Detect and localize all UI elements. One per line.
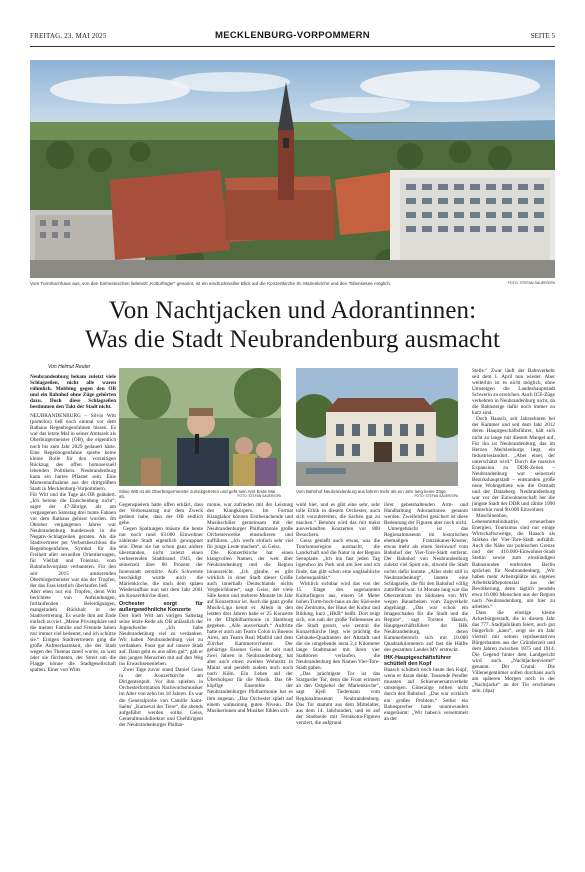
photo-witt-caption	[119, 489, 281, 499]
paragraph-4: Gegenspielern hatte offen erklärt, dass der Verbotsantrag nur dem Zweck gedient habe, dass der OB endlich gehe.	[119, 502, 203, 527]
subheading-orchester: Orchester sorgt für außergewöhnliche Konzerte	[119, 600, 203, 613]
photo-bahnhof-caption	[296, 489, 458, 499]
paragraph-7: Zwei Tage zuvor stand Daniel Geiss in der Konzertkirche am Dirigentenpult. Vor ihm spielten in Orchesterformation Nachwuchsmusiker im Alter von zehn bis 18 Jahren. Es war die Generalprobe von Camille Saint-Saëns' „Karneval der Tiere“, die abends aufgeführt werden sollte. Geiss, Generalmusikdirektor und Chefdirigent der Neubrandenburger Philhar-	[119, 667, 203, 728]
photo-silvio-witt	[119, 368, 281, 486]
main-photo-caption	[30, 281, 555, 286]
paragraph-1: NEUBRANDENBURG – Silvio Witt (parteilos) ließ noch einmal vor dem Rathaus Regenbogenfahnen hissen. Es war das letzte Mal in seiner Amtszeit als Oberbürgermeister (OB), die eigentlich noch bis zum Jahr 2029 gedauert hätte. Eine Regenbogenfahne spielte keine kleine Rolle für den vorzeitigen Rückzug des offen homosexuell lebenden Politikers. Neubrandenburg kann ein hartes Pflaster sein. Eine Momentaufnahme aus der drittgrößten Stadt in Mecklenburg-Vorpommern.	[30, 413, 116, 492]
paragraph-6: Dort hielt Witt am vorigen Samstag seine letzte Rede als OB anlässlich der Jugendweihe. „Ich habe Neubrandenburg viel zu verdanken. Wir haben Neubrandenburg viel zu verdanken. Passt gut auf unsere Stadt auf. Dann geht es uns allen gut“, gab er den jungen Menschen mit auf den Weg ins Erwachsenenleben.	[119, 612, 203, 668]
paragraph-8: monie, war zufrieden mit der Leistung des Klangkörpers. Im Format Klanglabor können Erstbesuchende und Musikschüler gemeinsam mit der Neubrandenburger Philharmonie große Orchesterwerke einstudieren und aufführen. „Ich werfe einfach sehr viel für junge Leute machen“, so Geiss.	[207, 502, 293, 551]
article-column-2	[119, 502, 203, 728]
main-photo-aerial-city	[30, 60, 555, 278]
photo-bahnhof-caption-text: Vom Bahnhof Neubrandenburg aus fahren mehr als ein Jahr lang keine Züge.	[296, 489, 448, 494]
paragraph-19: Maschinenbau, Lebensmittelindustrie, erneuerbare Energien, Tourismus sind nur einige Wirtschaftszweige, die Haasch als Stärken der Vier-Tore-Stadt aufzählt. Auch die Nähe zur polnischen Grenze und der 410.000-Einwohner-Stadt Stettin sowie zum einstündigen Bahnstunden entfernten Berlin sprächen für Neubrandenburg. „Wir haben mehr Arbeitsplätze als eigenes Arbeitskräftepotenzial aus der Bevölkerung, denn täglich pendeln etwa 16.000 Menschen aus der Region nach Neubrandenburg, um hier zu arbeiten.“	[472, 513, 555, 610]
paragraph-11: Geiss genießt auch etwas, was die Tourismusregion ausmacht, die Landschaft und die Natur in der Region Seenplatte. „Ich bin fast jeden Tag irgendwo im Park und am See und ich finde, das gibt schon eine unglaubliche Lebensqualität.“	[296, 538, 380, 581]
article-lead: Neubrandenburg bekam zuletzt viele Schlagzeilen, nicht alle waren rühmlich. Mobbing gegen den OB und ein Bahnhof ohne Züge gehörten dazu. Doch diese Schlagzeilen bestimmen den Takt der Stadt nicht.	[30, 374, 116, 411]
article-headline	[30, 296, 555, 354]
headline-line-2: Was die Stadt Neubrandenburg ausmacht	[84, 326, 500, 353]
paragraph-2: Für Witt und die Tage als OB geändert. „Ich bereue die Entscheidung nicht“, sagte der 47-Jährige, als am vergangenen Samstag drei bunte Fahnen vor dem Rathaus gehisst wurden. Im Oktober vergangenen Jahres war Neubrandenburg bundesweit in die Negativ-Schlagzeilen geraten. Als die Stadtvertreter per Verbotsbeschluss die Regenbogenfahne, Symbol für die Freiheit aller sexuellen Orientierungen, für Vielfalt und Toleranz, vom Bahnhofsvorplatz verbannten. Für den seit 2015 amtierenden Oberbürgermeister war das der Tropfen, der das Fass letztlich überlaufen ließ.	[30, 491, 116, 589]
paragraph-16: Haasch schüttelt noch heute den Kopf, wenn er daran denkt. Tausende Pendler mussten auf Schienenersatzverkehr umsteigen. Güterzüge rollten nicht durch den Bahnhof. „Das war wirklich ein großes Problem.“ Selbst ein Bahnsprecher hatte unumwunden eingeräumt: „Wir haben's versemmelt an der	[384, 667, 468, 722]
photo-witt-caption-text: Silvio Witt ist als Oberbürgermeister zurückgetreten und geht sein Amt Ende Mai ab.	[119, 489, 276, 500]
paragraph-3: Aber eben nur ein Tropfen, denn Witt berichtete von Anfeindungen, fortlaufenden Beleidigungen, mangelndem Rückhalt in der Stadtvertretung. Es wurde ihm am Ende einfach zu viel. „Meine Privatsphäre und die meiner Familie und Freunde haben mir immer viel bedeutet, und ich schütze sie.“ Einigen Stadtvertretern ging die große Aufmerksamkeit, die der Stadt wegen des Themas zuteil wurde, zu weit oder sie fürchteten, der Streit um die Flagge könne die Stadtgesellschaft spalten. Einer von Witts	[30, 588, 117, 674]
paragraph-13: „Das prächtigste Tor ist das Stargarder Tor, denn die Front erinnert an den Ostgiebel der Marienkirche“, sagt Kjell Tiedemann vom Regionalmuseum Neubrandenburg. Das Tor stammt aus dem Mittelalter, aus dem 14. Jahrhundert, und ist auf der Stadtseite mit Terrakotta-Figuren verziert, die aufgrund	[296, 671, 380, 726]
paragraph-10: wohl hier, und es gibt eine sehr, sehr tolle Ethik in diesem Orchester, auch sich vorzubereiten, die Sachen gut zu machen.“ Belohnt wird das mit meist ausverkauften Konzerten vor 800 Besuchern.	[296, 502, 380, 539]
paragraph-14: ihrer gebetshaltenden Arm- und Handhaltung Adorantinnen genannt werden. Zweifelsfrei gesichert ist diese Bedeutung der Figuren aber noch nicht.	[384, 502, 468, 527]
byline: Von Helmut Reuter	[48, 364, 91, 370]
paragraph-12: Wirklich sichtbar wird das von der 15. Etage des sogenannten Kulturfingers aus, einem 56 Meter hohen Turm-hoch-haus an der Süd-seite des Zentrums, der Haus der Kultur und Bildung, kurz „HKB“ heißt. Dort zeigt sich, wie nah der große Tollensesee an die Stadt grenzt, wie zentral die Konzertkirche liegt, wie prächtig die Gebäude-Quadranten der Altstadt und die sie umgebende insta 2,4 Kilometer lange Stadtmauer mit ihren vier Stadttoren verlaufen, die Neubrandenburg den Namen Vier-Tore-Stadt gaben.	[296, 580, 380, 672]
city-panorama-illustration	[30, 60, 555, 278]
paragraph-15: Untergebracht ist das Regionalmuseum im historischen ehemaligen Franziskaner-Kloster, etwas mehr als einen Steinwurf vom Bahnhof der Vier-Tore-Stadt entfernt. Der Bahnhof von Neubrandenburg zuletzt viel Spott ein, obwohl die Stadt nichts dafür konnte. „Alles steht still in Neubrandenburg“, lautete eine Schlagzeile, die für den Bahnhof völlig zutreffend war. 14 Monate lang war das Oberzentrum im Südosten von MV wegen Bauarbeiten vom Zugverkehr abgehängt. „Das war schon ein Imageschaden für die Stadt und die Region“, sagt Torsten Haasch, Hauptgeschäftsführer der IHK Neubrandenburg, deren Kammerbereich sich mit 10.000 Quadratkilometern auf fast die Hälfte des gesamten Landes MV erstreckt.	[384, 526, 468, 654]
article-column-4	[296, 502, 380, 726]
subheading-ihk: IHK-Hauptgeschäftsführer schüttelt den Kopf	[384, 655, 452, 668]
page-number: SEITE 5	[530, 32, 555, 40]
issue-date: FREITAG, 23. MAI 2025	[30, 32, 107, 40]
section-title: MECKLENBURG-VORPOMMERN	[215, 30, 370, 41]
photo-bahnhof	[296, 368, 458, 486]
paragraph-18: Doch Haasch, seit Jahrzehnten bei der Kammer und seit dem Jahr 2012 deren Hauptgeschäftsführer, hält sich nicht zu lange mit diesem Mangel auf. Für ihn ist Neubrandenburg, das im Herzen Mecklenburgs liegt, ein Industriestandort. „Aber einer, der unterschätzt wird.“ Durch die massive Expansion zu DDR-Zeiten – Neubrandenburg war seinerzeit Bezirkshauptstadt – entstanden große neue Wohngebiete wie die Oststadt und der Datzeberg. Neubrandenburg war vor der Einwohnerschaft her die jüngste Stadt der DDR und zählte 1990 immerhin rund 90.000 Einwohner.	[472, 416, 555, 514]
paragraph-17: Stelle.“ Zwar läuft der Bahnverkehr seit dem 1. April nun wieder. Aber weiterhin ist es nicht möglich, ohne Umsteigen die Landeshauptstadt Schwerin zu erreichen. Auch ICE-Züge verkehren in Neubrandenburg nicht, da die Bahnsteige dafür noch immer zu kurz sind.	[472, 368, 555, 417]
article-column-3	[207, 502, 293, 714]
headline-line-1: Von Nachtjacken und Adorantinnen:	[108, 297, 477, 324]
photo-witt-credit: FOTO: STEFAN SAUER/DPA	[237, 494, 281, 499]
main-photo-caption-text: Vom Turmhochhaus aus, von den Einheimischen liebevoll „Kulturfinger“ genannt, ist ein eindrucksvoller Blick auf die Konzertkirche St. Marienkirche und den Tollensesee möglich.	[30, 281, 392, 286]
paragraph-5: Gegen Spaltungen müsste die heute nur noch rund 63.000 Einwohner zählende Stadt eigentlich gewappnet sein. Denn sie hat schon ganz andere überstanden, nicht zuletzt einen verheerenden Stadtbrand 1945, der seinerzeit über 80 Prozent der Innenstadt zerstörte. Aufs Schwerste beschädigt wurde auch die Marienkirche, die nach dem späten Wiederaufbau nun seit dem Jahr 2001 als Konzertkirche dient.	[119, 526, 203, 599]
paragraph-20: Dass die einstige kleine Ackerbürgerstadt, die in diesem Jahr das 777. Stadtjubiläum feiert, auch gut bürgerlich „kann“, zeigt sie im Jahr vierteil mit seinen repräsentativen Bürgerbauten aus der Gründerzeit und dem Jahren zwischen 1875 und 1914. Die Gegend hinter dem Landgericht wird auch „Nachtjackenviertel“ genannt. Der Grund: Die Villeneigentümer sollen durchaus auch am späteren Morgen noch in der „Nachtjacke“ an der Tür erschienen sein. (dpa)	[472, 609, 555, 695]
article-column-5	[384, 502, 468, 722]
header-rule	[30, 46, 555, 47]
article-column-1	[30, 374, 116, 673]
station-illustration	[296, 368, 458, 486]
main-photo-credit: FOTO: STEFAN SAUER/DPA	[507, 281, 555, 285]
article-column-6	[472, 368, 555, 695]
paragraph-9: Die Konzertkirche hat einen klangvollen Namen, der weit über Neubrandenburg und die Region hinausreicht. „Ich glaube, es gibt wirklich in einer Stadt dieser Größe auch innerhalb Deutschlands nichts Vergleichbares“, sagt Geiss, der viele Säle kennt und mehrere Monate im Jahr auf Konzerttour ist. Auch die ganz große Musik-Liga kennt er. Allein in den letzten drei Jahren habe er 25 Konzerte in der Elbphilharmonie in Hamburg gegeben. „Alle ausverkauft.“ Auftritte hatte er auch am Teatro Colon in Buenos Aires, am Teatro Real Madrid und dem Zürcher Kammerorchester. Der gebürtige Essener Geiss ist seit rund zwei Jahren in Neubrandenburg, hat aber auch einen zweiten Wohnsitz in Mainz und pendelt zudem auch noch nach Köln. Ein Leben auf der Überholspur für die Musik. Das 68-köpfige Ensemble der Neubrandenburger Philharmonie hat es ihm angetan. „Das Orchester spielt auf einem wahnsinnig guten Niveau. Die Musikerinnen und Musiker fühlen sich	[207, 550, 293, 714]
page-header	[30, 30, 555, 44]
portrait-illustration	[119, 368, 281, 486]
photo-bahnhof-credit: FOTO: STEFAN SAUER/DPA	[414, 494, 458, 499]
